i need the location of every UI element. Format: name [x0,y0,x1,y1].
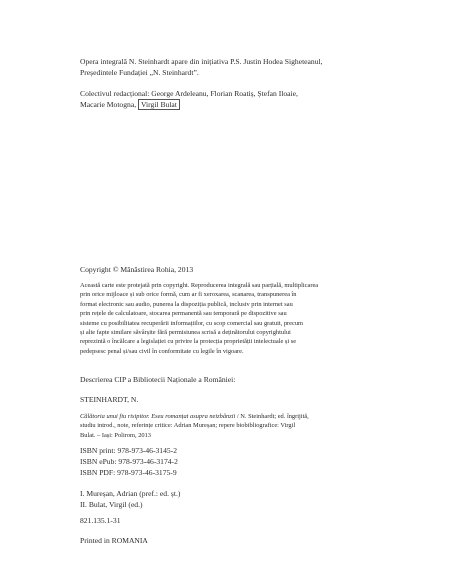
contributor-line: II. Bulat, Virgil (ed.) [80,500,143,510]
editorial-board-line [80,99,380,110]
legal-line: sisteme cu posibilitatea recuperării informațiilor, cu scop comercial sau gratuit, precum [80,319,303,327]
description-text: / N. Steinhardt; ed. îngrijită, [235,413,309,420]
legal-line: pedepsesc penal și/sau civil în conformitate cu legile în vigoare. [80,347,244,355]
legal-line: prin orice mijloace și sub orice formă, cum ar fi xeroxarea, scanarea, transpunerea în [80,291,297,299]
legal-line: Această carte este protejată prin copyright. Reproducerea integrală sau parțială, multiplicarea [80,282,319,289]
cip-heading: Descrierea CIP a Bibliotecii Naționale a României: [80,375,236,384]
isbn-line: ISBN PDF: 978-973-46-3175-9 [80,468,177,478]
legal-notice [80,281,380,356]
intro-paragraph [80,56,380,78]
highlighted-editor-name: Virgil Bulat [138,99,180,110]
book-title: Călătoria unui fiu risipitor. Eseu romanțat asupra neizbânzii [80,413,236,420]
description-line [80,412,380,421]
isbn-list [80,445,380,479]
author-heading: STEINHARDT, N. [80,395,139,404]
intro-line: Opera integrală N. Steinhardt apare din inițiativa P.S. Justin Hodea Sigheteanul, [80,57,323,66]
isbn-line: ISBN ePub: 978-973-46-3174-2 [80,457,178,467]
description-line: Bulat. – Iași: Polirom, 2013 [80,431,152,439]
editorial-board [80,88,380,110]
printed-in: Printed in ROMANIA [80,536,148,545]
editor-name: Macarie Motogna, [80,100,137,110]
isbn-line: ISBN print: 978-973-46-3145-2 [80,446,178,455]
editorial-board-line: Colectivul redacțional: George Ardeleanu, Florian Roatiș, Ștefan Iloaie, [80,89,298,98]
copyright-line: Copyright © Mânăstirea Rohia, 2013 [80,265,194,274]
book-description [80,412,380,440]
description-line: studiu introd., note, referințe critice: Adrian Mureșan; repere biobibliografice: Virgil [80,422,296,430]
legal-line: prin rețele de calculatoare, stocarea permanentă sau temporară pe dispozitive sau [80,310,287,318]
legal-line: format electronic sau audio, punerea la dispoziția publică, inclusiv prin internet sau [80,300,293,308]
contributor-line: I. Mureșan, Adrian (pref.: ed. șt.) [80,489,181,498]
intro-line: Președintele Fundației „N. Steinhardt”. [80,68,199,78]
contributors-list [80,488,380,510]
legal-line: și alte fapte similare săvârșite fără permisiunea scrisă a deținătorului copyrightului [80,329,291,337]
classification-code: 821.135.1-31 [80,516,121,525]
legal-line: reprezintă o încălcare a legislației cu privire la protecția proprietății intelectuale și se [80,338,297,346]
